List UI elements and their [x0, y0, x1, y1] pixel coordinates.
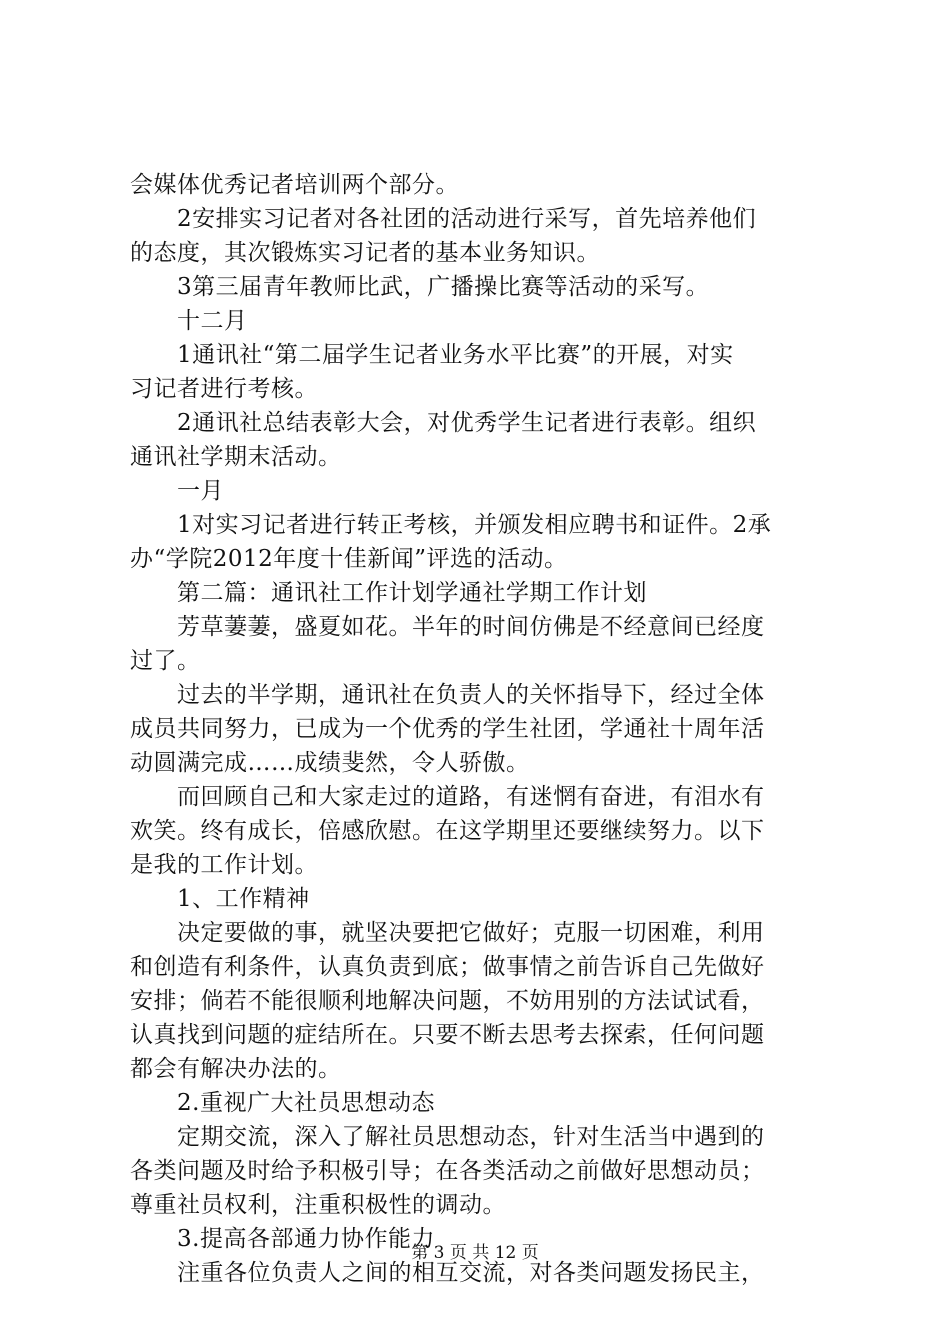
text-line: 动圆满完成……成绩斐然，令人骄傲。	[130, 750, 530, 776]
text-line: 都会有解决办法的。	[130, 1056, 342, 1082]
text-line: 而回顾自己和大家走过的道路，有迷惘有奋进，有泪水有	[177, 784, 765, 810]
text-line: 习记者进行考核。	[130, 376, 318, 402]
text-line: 决定要做的事，就坚决要把它做好；克服一切困难，利用	[177, 920, 765, 946]
chapter-title: 第二篇：通讯社工作计划学通社学期工作计划	[177, 580, 647, 606]
text-line: 过去的半学期，通讯社在负责人的关怀指导下，经过全体	[177, 682, 765, 708]
document-body	[130, 168, 830, 1290]
text-line: 成员共同努力，已成为一个优秀的学生社团，学通社十周年活	[130, 716, 765, 742]
section-heading-december: 十二月	[177, 308, 248, 334]
text-line: 是我的工作计划。	[130, 852, 318, 878]
text-line: 1对实习记者进行转正考核，并颁发相应聘书和证件。2承	[177, 512, 772, 538]
text-line: 各类问题及时给予积极引导；在各类活动之前做好思想动员；	[130, 1158, 765, 1184]
text-line: 芳草萋萋，盛夏如花。半年的时间仿佛是不经意间已经度	[177, 614, 765, 640]
text-line: 会媒体优秀记者培训两个部分。	[130, 172, 459, 198]
text-line: 定期交流，深入了解社员思想动态，针对生活当中遇到的	[177, 1124, 765, 1150]
text-line: 欢笑。终有成长，倍感欣慰。在这学期里还要继续努力。以下	[130, 818, 765, 844]
text-line: 2通讯社总结表彰大会，对优秀学生记者进行表彰。组织	[177, 410, 757, 436]
text-line: 2安排实习记者对各社团的活动进行采写，首先培养他们	[177, 206, 757, 232]
text-line: 注重各位负责人之间的相互交流，对各类问题发扬民主，	[177, 1260, 765, 1286]
text-line: 安排；倘若不能很顺利地解决问题，不妨用别的方法试试看，	[130, 988, 765, 1014]
page-number-footer: 第 3 页 共 12 页	[411, 1243, 539, 1263]
text-line: 通讯社学期末活动。	[130, 444, 342, 470]
text-line: 和创造有利条件，认真负责到底；做事情之前告诉自己先做好	[130, 954, 765, 980]
text-line: 3第三届青年教师比武，广播操比赛等活动的采写。	[177, 274, 710, 300]
subheading-member-thoughts: 2.重视广大社员思想动态	[177, 1090, 435, 1116]
subheading-cooperation: 3.提高各部通力协作能力	[177, 1226, 435, 1252]
text-line: 过了。	[130, 648, 201, 674]
text-line: 1通讯社“第二届学生记者业务水平比赛”的开展，对实	[177, 342, 734, 368]
subheading-work-spirit: 1、工作精神	[177, 886, 310, 912]
text-line: 尊重社员权利，注重积极性的调动。	[130, 1192, 506, 1218]
text-line: 的态度，其次锻炼实习记者的基本业务知识。	[130, 240, 600, 266]
text-line: 办“学院2012年度十佳新闻”评选的活动。	[130, 546, 568, 572]
text-line: 认真找到问题的症结所在。只要不断去思考去探索，任何问题	[130, 1022, 765, 1048]
section-heading-january: 一月	[177, 478, 224, 504]
